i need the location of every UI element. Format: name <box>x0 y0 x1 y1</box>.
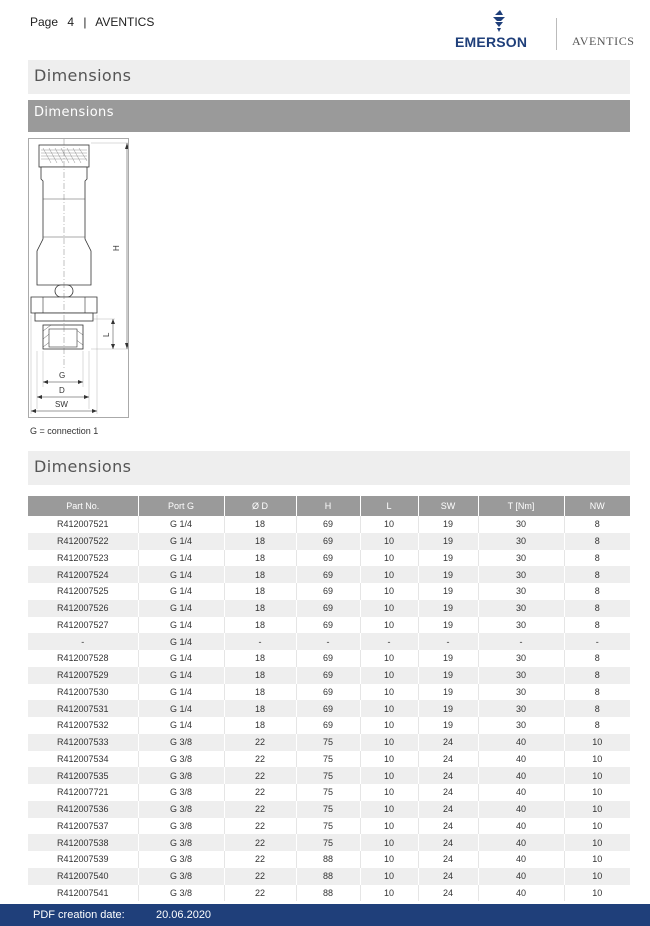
table-cell: 30 <box>478 617 564 634</box>
table-cell: 40 <box>478 851 564 868</box>
table-cell: 22 <box>224 784 296 801</box>
table-row <box>28 583 630 600</box>
table-cell: G 1/4 <box>138 566 224 583</box>
table-cell: 10 <box>564 834 630 851</box>
table-cell: 19 <box>418 566 478 583</box>
table-row <box>28 784 630 801</box>
table-cell: G 3/8 <box>138 801 224 818</box>
table-cell: R412007721 <box>28 784 138 801</box>
table-cell: 10 <box>360 617 418 634</box>
table-cell: 18 <box>224 583 296 600</box>
table-cell: G 3/8 <box>138 734 224 751</box>
table-cell: 8 <box>564 600 630 617</box>
table-cell: R412007533 <box>28 734 138 751</box>
table-cell: 30 <box>478 533 564 550</box>
table-cell: 8 <box>564 650 630 667</box>
table-cell: 10 <box>564 801 630 818</box>
table-cell: R412007537 <box>28 818 138 835</box>
table-cell: 75 <box>296 751 360 768</box>
table-cell: 22 <box>224 818 296 835</box>
table-cell: 19 <box>418 650 478 667</box>
table-cell: 24 <box>418 818 478 835</box>
table-cell: R412007539 <box>28 851 138 868</box>
table-cell: 10 <box>360 751 418 768</box>
table-cell: - <box>296 633 360 650</box>
table-cell: 10 <box>360 885 418 902</box>
table-cell: R412007522 <box>28 533 138 550</box>
table-cell: 30 <box>478 684 564 701</box>
table-cell: R412007525 <box>28 583 138 600</box>
table-cell: R412007530 <box>28 684 138 701</box>
table-cell: 75 <box>296 734 360 751</box>
table-cell: 75 <box>296 784 360 801</box>
table-cell: 10 <box>360 734 418 751</box>
table-cell: R412007534 <box>28 751 138 768</box>
table-row <box>28 700 630 717</box>
table-cell: 40 <box>478 801 564 818</box>
emerson-logo <box>455 10 545 52</box>
table-cell: 30 <box>478 700 564 717</box>
table-row <box>28 667 630 684</box>
dim-d-label: D <box>59 386 65 395</box>
table-cell: 30 <box>478 566 564 583</box>
table-body <box>28 516 630 901</box>
table-row <box>28 566 630 583</box>
table-cell: 18 <box>224 717 296 734</box>
table-cell: 10 <box>360 818 418 835</box>
table-cell: R412007523 <box>28 550 138 567</box>
table-row <box>28 801 630 818</box>
table-cell: 24 <box>418 851 478 868</box>
page-number: 4 <box>67 15 75 29</box>
table-row <box>28 734 630 751</box>
table-cell: 75 <box>296 818 360 835</box>
table-row <box>28 633 630 650</box>
table-cell: G 1/4 <box>138 684 224 701</box>
table-cell: G 1/4 <box>138 550 224 567</box>
table-cell: 24 <box>418 834 478 851</box>
footer-date: 20.06.2020 <box>156 909 212 921</box>
table-cell: 19 <box>418 684 478 701</box>
table-cell: 22 <box>224 734 296 751</box>
table-cell: 18 <box>224 684 296 701</box>
table-cell: 10 <box>564 784 630 801</box>
table-row <box>28 684 630 701</box>
col-l: L <box>360 496 418 516</box>
table-cell: 8 <box>564 684 630 701</box>
table-cell: 19 <box>418 717 478 734</box>
table-cell: 30 <box>478 516 564 533</box>
dim-h-label: H <box>112 245 121 251</box>
logo-divider <box>556 18 557 50</box>
table-cell: 69 <box>296 550 360 567</box>
col-port-g: Port G <box>138 496 224 516</box>
table-cell: R412007541 <box>28 885 138 902</box>
dim-g-label: G <box>59 371 66 380</box>
table-cell: 10 <box>564 734 630 751</box>
table-cell: 8 <box>564 717 630 734</box>
table-cell: 19 <box>418 617 478 634</box>
table-cell: 18 <box>224 566 296 583</box>
table-cell: 22 <box>224 851 296 868</box>
section-title-2: Dimensions <box>34 457 132 476</box>
table-cell: 30 <box>478 583 564 600</box>
table-cell: 88 <box>296 851 360 868</box>
table-cell: 30 <box>478 600 564 617</box>
table-cell: 75 <box>296 801 360 818</box>
table-cell: 8 <box>564 700 630 717</box>
table-cell: 8 <box>564 550 630 567</box>
dimensions-table <box>28 496 630 901</box>
table-row <box>28 717 630 734</box>
table-cell: R412007531 <box>28 700 138 717</box>
table-cell: 69 <box>296 650 360 667</box>
table-cell: 30 <box>478 667 564 684</box>
page-header <box>30 15 160 29</box>
table-row <box>28 767 630 784</box>
col-part-no: Part No. <box>28 496 138 516</box>
table-row <box>28 851 630 868</box>
table-cell: 10 <box>564 751 630 768</box>
table-cell: 19 <box>418 667 478 684</box>
table-cell: 10 <box>360 801 418 818</box>
aventics-logo: AVENTICS <box>572 34 635 48</box>
table-cell: 24 <box>418 885 478 902</box>
table-cell: 10 <box>564 868 630 885</box>
table-cell: 19 <box>418 516 478 533</box>
section-title-bar-2 <box>28 451 630 485</box>
table-cell: 10 <box>564 818 630 835</box>
table-cell: 19 <box>418 700 478 717</box>
table-cell: 40 <box>478 784 564 801</box>
table-cell: 88 <box>296 885 360 902</box>
table-row <box>28 868 630 885</box>
table-cell: - <box>564 633 630 650</box>
dimension-drawing <box>28 138 129 418</box>
table-row <box>28 516 630 533</box>
section-title-bar <box>28 60 630 94</box>
table-cell: 10 <box>360 600 418 617</box>
table-cell: 40 <box>478 767 564 784</box>
table-cell: 69 <box>296 600 360 617</box>
table-cell: R412007528 <box>28 650 138 667</box>
table-cell: 40 <box>478 834 564 851</box>
table-header-row <box>28 496 630 516</box>
table-cell: G 1/4 <box>138 700 224 717</box>
table-cell: 8 <box>564 533 630 550</box>
table-cell: 10 <box>360 550 418 567</box>
col-h: H <box>296 496 360 516</box>
header-separator: | <box>83 15 87 29</box>
emerson-wordmark: EMERSON <box>455 34 528 50</box>
table-cell: 10 <box>564 767 630 784</box>
col-diameter-d: Ø D <box>224 496 296 516</box>
table-cell: G 3/8 <box>138 751 224 768</box>
table-cell: 40 <box>478 734 564 751</box>
table-cell: R412007536 <box>28 801 138 818</box>
table-cell: 18 <box>224 650 296 667</box>
table-cell: 10 <box>360 566 418 583</box>
table-cell: 10 <box>360 717 418 734</box>
table-cell: 8 <box>564 583 630 600</box>
table-cell: R412007526 <box>28 600 138 617</box>
table-cell: 10 <box>360 667 418 684</box>
table-cell: 10 <box>360 583 418 600</box>
table-row <box>28 550 630 567</box>
drawing-caption: G = connection 1 <box>30 426 99 436</box>
table-cell: 69 <box>296 516 360 533</box>
table-cell: 10 <box>360 868 418 885</box>
table-cell: 18 <box>224 516 296 533</box>
dim-sw-label: SW <box>55 400 68 409</box>
table-cell: 40 <box>478 868 564 885</box>
table-cell: 69 <box>296 700 360 717</box>
table-row <box>28 600 630 617</box>
emerson-mark-icon <box>489 10 509 32</box>
table-cell: 18 <box>224 550 296 567</box>
table-cell: 19 <box>418 600 478 617</box>
table-cell: G 3/8 <box>138 851 224 868</box>
table-cell: 69 <box>296 667 360 684</box>
table-cell: G 3/8 <box>138 885 224 902</box>
table-cell: G 1/4 <box>138 667 224 684</box>
table-cell: 10 <box>360 650 418 667</box>
table-cell: 10 <box>360 516 418 533</box>
table-cell: - <box>478 633 564 650</box>
table-cell: G 3/8 <box>138 784 224 801</box>
table-cell: R412007532 <box>28 717 138 734</box>
table-cell: 69 <box>296 617 360 634</box>
table-cell: 10 <box>360 851 418 868</box>
table-cell: G 1/4 <box>138 633 224 650</box>
table-cell: 24 <box>418 767 478 784</box>
table-cell: 24 <box>418 801 478 818</box>
table-cell: 22 <box>224 834 296 851</box>
table-cell: R412007535 <box>28 767 138 784</box>
dim-l-label: L <box>102 332 111 337</box>
table-cell: 8 <box>564 516 630 533</box>
table-cell: G 3/8 <box>138 818 224 835</box>
table-row <box>28 834 630 851</box>
table-cell: 18 <box>224 600 296 617</box>
table-cell: - <box>360 633 418 650</box>
table-cell: - <box>418 633 478 650</box>
table-cell: 10 <box>360 784 418 801</box>
table-cell: R412007540 <box>28 868 138 885</box>
table-row <box>28 650 630 667</box>
table-row <box>28 751 630 768</box>
table-cell: 69 <box>296 684 360 701</box>
table-row <box>28 617 630 634</box>
table-cell: 10 <box>360 834 418 851</box>
table-cell: R412007527 <box>28 617 138 634</box>
table-row <box>28 818 630 835</box>
table-cell: 10 <box>360 684 418 701</box>
table-cell: - <box>224 633 296 650</box>
footer-label: PDF creation date: <box>33 909 125 921</box>
subsection-title: Dimensions <box>34 105 114 120</box>
table-cell: 19 <box>418 533 478 550</box>
table-cell: G 3/8 <box>138 767 224 784</box>
table-cell: 75 <box>296 767 360 784</box>
table-cell: 75 <box>296 834 360 851</box>
table-cell: G 3/8 <box>138 868 224 885</box>
table-cell: R412007524 <box>28 566 138 583</box>
table-row <box>28 533 630 550</box>
table-cell: G 1/4 <box>138 617 224 634</box>
col-nw: NW <box>564 496 630 516</box>
table-cell: 24 <box>418 784 478 801</box>
subsection-bar <box>28 100 630 132</box>
section-title: Dimensions <box>34 66 132 85</box>
table-cell: 30 <box>478 717 564 734</box>
table-cell: 24 <box>418 868 478 885</box>
table-cell: 10 <box>360 533 418 550</box>
table-cell: G 1/4 <box>138 583 224 600</box>
table-cell: 22 <box>224 801 296 818</box>
table-cell: R412007521 <box>28 516 138 533</box>
table-cell: 22 <box>224 885 296 902</box>
table-cell: 69 <box>296 566 360 583</box>
table-cell: R412007529 <box>28 667 138 684</box>
col-sw: SW <box>418 496 478 516</box>
table-cell: 30 <box>478 650 564 667</box>
table-cell: 18 <box>224 667 296 684</box>
silencer-drawing-svg <box>29 139 128 417</box>
table-cell: 88 <box>296 868 360 885</box>
table-cell: 69 <box>296 533 360 550</box>
table-cell: 22 <box>224 751 296 768</box>
table-cell: 10 <box>360 767 418 784</box>
table-cell: 8 <box>564 617 630 634</box>
table-cell: 10 <box>564 885 630 902</box>
table-cell: G 1/4 <box>138 650 224 667</box>
table-cell: 40 <box>478 818 564 835</box>
table-cell: 24 <box>418 734 478 751</box>
table-cell: R412007538 <box>28 834 138 851</box>
page-label: Page <box>30 15 59 29</box>
header-brand: AVENTICS <box>95 15 155 29</box>
table-cell: 22 <box>224 767 296 784</box>
table-cell: 18 <box>224 700 296 717</box>
footer-bar <box>0 904 650 926</box>
table-cell: 69 <box>296 583 360 600</box>
table-cell: G 3/8 <box>138 834 224 851</box>
table-cell: 18 <box>224 533 296 550</box>
table-cell: G 1/4 <box>138 600 224 617</box>
table-cell: 10 <box>360 700 418 717</box>
table-cell: 10 <box>564 851 630 868</box>
table-cell: G 1/4 <box>138 717 224 734</box>
table-cell: G 1/4 <box>138 516 224 533</box>
table-cell: 8 <box>564 667 630 684</box>
col-torque: T [Nm] <box>478 496 564 516</box>
table-cell: 69 <box>296 717 360 734</box>
table-cell: 22 <box>224 868 296 885</box>
table-cell: 24 <box>418 751 478 768</box>
table-cell: 40 <box>478 885 564 902</box>
table-cell: 8 <box>564 566 630 583</box>
table-cell: 19 <box>418 550 478 567</box>
table-cell: 30 <box>478 550 564 567</box>
table-row <box>28 885 630 902</box>
table-cell: 19 <box>418 583 478 600</box>
table-cell: 18 <box>224 617 296 634</box>
table-cell: 40 <box>478 751 564 768</box>
table-cell: G 1/4 <box>138 533 224 550</box>
table-cell: - <box>28 633 138 650</box>
